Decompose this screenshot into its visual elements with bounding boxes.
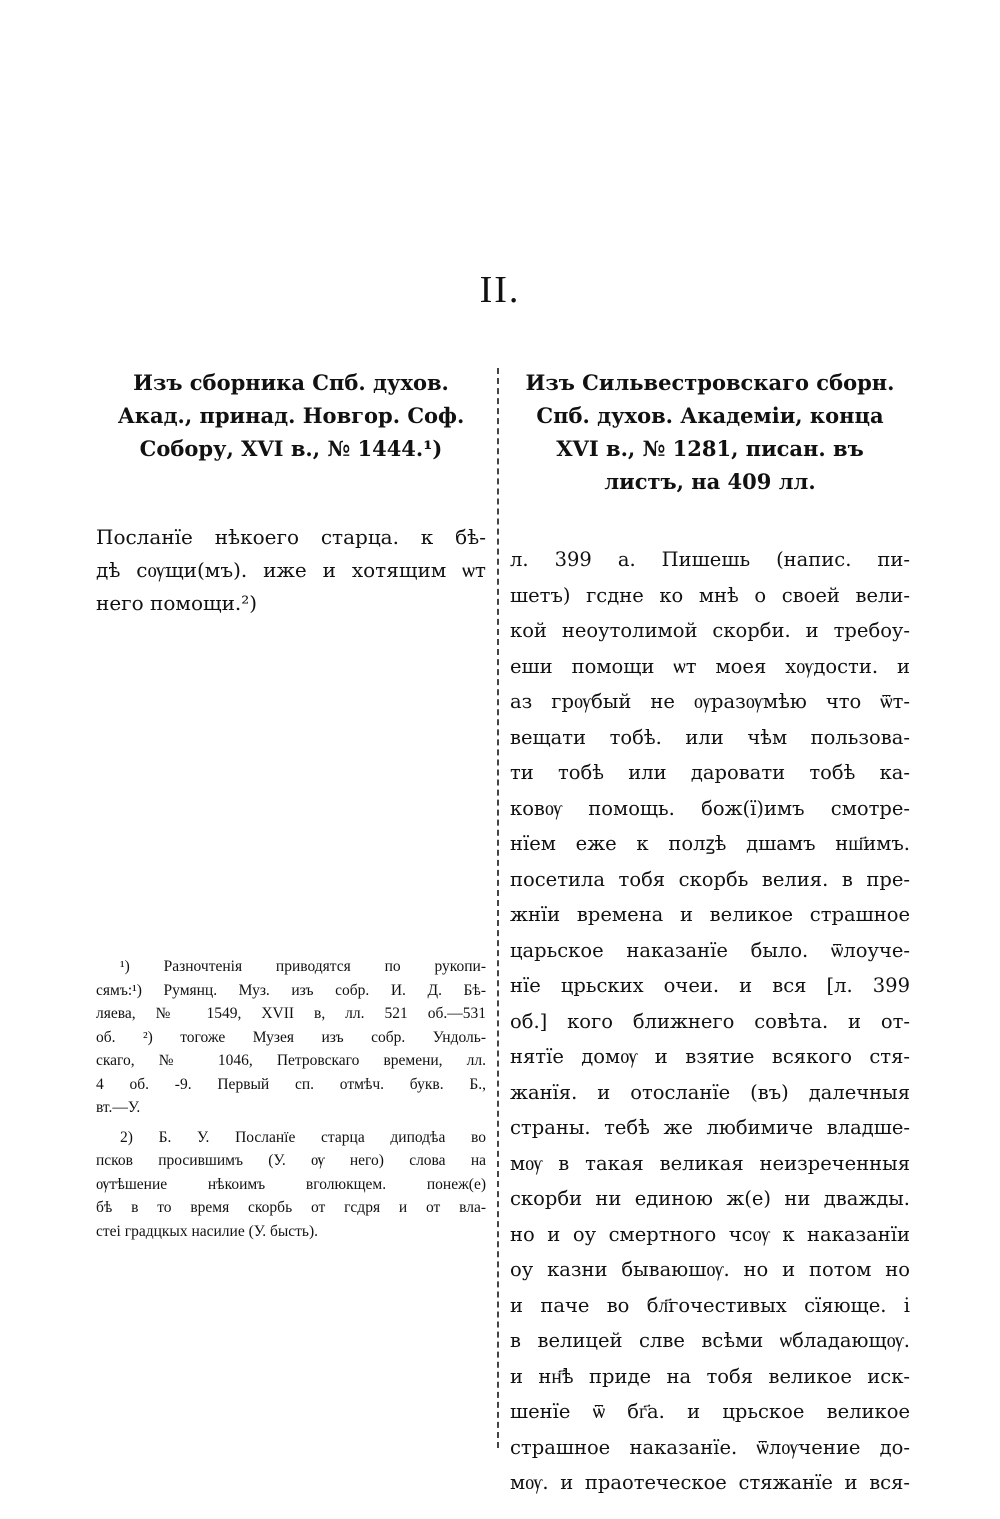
right-text: [510, 542, 910, 1501]
text-line: мѹ в такая великая неизреченныя: [510, 1151, 910, 1175]
text-line: Посланїе нѣкоего старца. к бѣ-: [96, 525, 486, 549]
text-line: но и оу смертного чсѹ к наказанїи: [510, 1222, 910, 1246]
text-line: жанїя. и отосланїе (въ) далечныя: [510, 1080, 910, 1104]
footnote-line: скаго, № 1046, Петровскаго времени, лл.: [96, 1052, 486, 1069]
footnote-line: ляева, № 1549, XVII в, лл. 521 об.—531: [96, 1005, 486, 1022]
left-text: [96, 521, 486, 620]
text-line: нїе црьских очеи. и вся [л. 399: [510, 974, 910, 997]
footnotes: [96, 955, 486, 1249]
text-line: кой неоутолимой скорби. и требоу-: [510, 619, 910, 642]
left-source-heading: [96, 366, 486, 465]
footnote-line: ¹) Разночтенія приводятся по рукопи-: [120, 958, 486, 975]
footnote-line: об. ²) тогоже Музея изъ собр. Ундоль-: [96, 1028, 486, 1046]
footnote-1: [96, 955, 486, 1120]
text-line: жнїи времена и великое страшное: [510, 903, 910, 926]
footnote-line: бѣ в то время скорбь от гсдря и от вла-: [96, 1199, 486, 1216]
text-line: еши помощи ѡт моея хѹдости. и: [510, 654, 910, 678]
heading-line: Изъ сборника Спб. духов.: [133, 370, 449, 395]
text-line: царьское наказанїе было. ѿлоуче-: [510, 938, 910, 962]
footnote-2: [96, 1126, 486, 1244]
text-line: страшное наказанїе. ѿлѹчение до-: [510, 1435, 910, 1459]
text-line: и нн҃ѣ приде на тобя великое иск-: [510, 1364, 910, 1388]
right-source-heading: [510, 366, 910, 498]
text-line: в велицей слве всѣми ѡбладающѹ.: [510, 1329, 910, 1352]
page-number: II.: [479, 269, 521, 311]
left-column: [96, 366, 486, 620]
text-line: вещати тобѣ. или чѣм пользова-: [510, 725, 910, 749]
footnote-line: 4 об. -9. Первый сп. отмѣч. букв. Б.,: [96, 1075, 486, 1093]
footnote-line: стеі градцкых насилие (У. бысть).: [96, 1222, 319, 1240]
text-line: дѣ сѹщи(мъ). иже и хотящим ѡт: [96, 558, 486, 582]
text-line: скорби ни единою ж(е) ни дважды.: [510, 1187, 910, 1210]
text-line: шетъ) гсдне ко мнѣ о своей вели-: [510, 583, 910, 607]
footnote-line: сямъ:¹) Румянц. Муз. изъ собр. И. Д. Бѣ-: [96, 981, 486, 999]
text-line: об.] кого ближнего совѣта. и от-: [510, 1009, 910, 1033]
text-line: оу казни бываюшѹ. но и потом но: [510, 1258, 910, 1281]
footnote-line: псков просившимъ (У. ѹ него) слова на: [96, 1152, 486, 1169]
text-line: л. 399 а. Пишешь (напис. пи-: [510, 548, 910, 571]
text-line: посетила тобя скорбь велия. в пре-: [510, 867, 910, 891]
heading-line: листъ, на 409 лл.: [604, 469, 816, 494]
heading-line: XVI в., № 1281, писан. въ: [556, 436, 864, 461]
text-line: нятїе домѹ и взятие всякого стя-: [510, 1045, 910, 1068]
text-line: ковѹ помощь. бож(ї)имъ смотре-: [510, 796, 910, 820]
footnote-line: ѹтѣшение нѣкоимъ вголюкщем. понеж(е): [96, 1175, 486, 1193]
text-line: аз грѹбый не ѹразѹмѣю что ѿт-: [510, 690, 910, 713]
footnote-line: 2) Б. У. Посланїе старца диподѣа во: [120, 1128, 486, 1146]
heading-line: Собору, XVI в., № 1444.¹): [139, 436, 443, 461]
footnote-line: вт.—У.: [96, 1099, 141, 1116]
text-line: ти тобѣ или даровати тобѣ ка-: [510, 761, 910, 784]
text-line: мѹ. и праотеческое стяжанїе и вся-: [510, 1471, 910, 1494]
text-line: страны. тебѣ же любимиче владше-: [510, 1116, 910, 1139]
heading-line: Изъ Сильвестровскаго сборн.: [525, 370, 895, 395]
heading-line: Спб. духов. Академіи, конца: [536, 403, 884, 428]
text-line: него помощи.²): [96, 591, 258, 615]
text-line: нїем еже к полꙁѣ дшамъ нш҃имъ.: [510, 832, 910, 855]
heading-line: Акад., принад. Новгор. Соф.: [117, 403, 465, 428]
text-line: шенїе ѿ бг҃а. и црьское великое: [510, 1400, 910, 1423]
right-column: [510, 366, 910, 1501]
text-line: и паче во бл҃гочестивых сїяюще. і: [510, 1293, 910, 1317]
column-divider: [497, 368, 499, 1448]
